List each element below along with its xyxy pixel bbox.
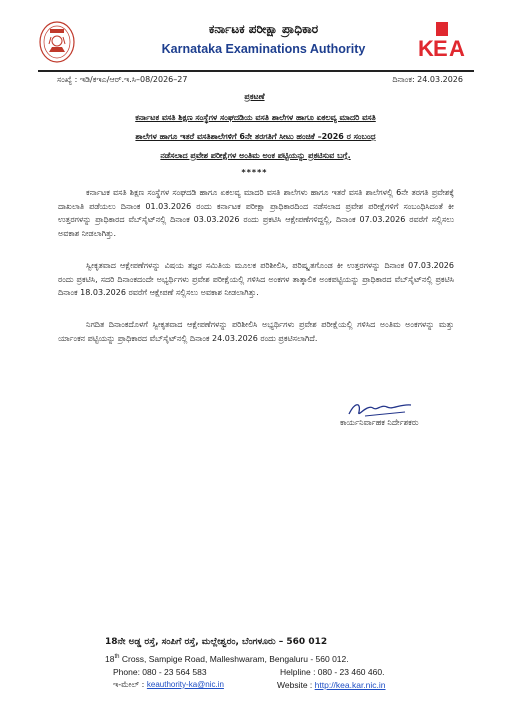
footer-website: Website : http://kea.kar.nic.in	[277, 680, 386, 690]
header-divider	[38, 70, 474, 72]
notice-subject	[58, 108, 453, 165]
footer-address-english: 18th Cross, Sampige Road, Malleshwaram, Bengaluru - 560 012.	[105, 654, 349, 664]
paragraph-3: ನಿಗದಿತ ದಿನಾಂಕದೊಳಗೆ ಸ್ವೀಕೃತವಾದ ಆಕ್ಷೇಪಣೆಗಳನ್ನು ಪರಿಶೀಲಿಸಿ ಅಭ್ಯರ್ಥಿಗಳು ಪ್ರವೇಶ ಪರೀಕ್ಷೆಯಲ್ಲಿ ಗಳಿಸಿದ ಅಂತಿಮ ಅಂಕಗಳನ್ನು ಮತ್ತು ರ್ಯಾಂಕನ ಪಟ್ಟಿಯನ್ನು ಪ್ರಾಧಿಕಾರದ ವೆಬ್‌ಸೈಟ್‌ನಲ್ಲಿ ದಿನಾಂಕ 24.03.2026 ರಂದು ಪ್ರಕಟಿಸಲಾಗಿದೆ.	[58, 320, 454, 343]
paragraph-1: ಕರ್ನಾಟಕ ವಸತಿ ಶಿಕ್ಷಣ ಸಂಸ್ಥೆಗಳ ಸಂಘದಡಿ ಹಾಗೂ ಏಕಲವ್ಯ ಮಾದರಿ ವಸತಿ ಶಾಲೆಗಳು ಹಾಗೂ ಇತರೆ ವಸತಿ ಶಾಲೆಗಳಲ್ಲಿ 6ನೇ ತರಗತಿ ಪ್ರವೇಶಕ್ಕೆ ದಾಖಲಾತಿ ಪಡೆಯಲು ದಿನಾಂಕ 01.03.2026 ರಂದು ಕರ್ನಾಟಕ ಪರೀಕ್ಷಾ ಪ್ರಾಧಿಕಾರದಿಂದ ನಡೆಸಲಾದ ಪ್ರವೇಶ ಪರೀಕ್ಷೆಗಳಿಗೆ ಸಂಬಂಧಿಸಿದಂತೆ ಕೀ ಉತ್ತರಗಳನ್ನು ಪ್ರಾಧಿಕಾರದ ವೆಬ್‌ಸೈಟ್‌ನಲ್ಲಿ ದಿನಾಂಕ 03.03.2026 ರಂದು ಪ್ರಕಟಿಸಿ ಆಕ್ಷೇಪಣೆಗಳಿದ್ದಲ್ಲಿ, ದಿನಾಂಕ 07.03.2026 ರವರೆಗೆ ಸಲ್ಲಿಸಲು ಅವಕಾಶ ನೀಡಲಾಗಿತ್ತು.	[58, 188, 454, 238]
website-link[interactable]: http://kea.kar.nic.in	[314, 680, 386, 690]
footer-address-kannada: 18ನೇ ಅಡ್ಡ ರಸ್ತೆ, ಸಂಪಿಗೆ ರಸ್ತೆ, ಮಲ್ಲೇಶ್ವರಂ, ಬೆಂಗಳೂರು – 560 012	[105, 637, 328, 647]
footer-email: ಇ-ಮೇಲ್ : keauthority-ka@nic.in	[113, 680, 224, 689]
reference-number: ಸಂಖ್ಯೆ : ಇಡಿ/ಕಇಎ/ಆರ್.ಇ.ಸಿ–08/2026–27	[57, 75, 188, 84]
separator-stars: *****	[241, 168, 268, 177]
paragraph-2: ಸ್ವೀಕೃತವಾದ ಆಕ್ಷೇಪಣೆಗಳನ್ನು ವಿಷಯ ತಜ್ಞರ ಸಮಿತಿಯ ಮೂಲಕ ಪರಿಶೀಲಿಸಿ, ಪರಿಷ್ಕೃತಗೊಂಡ ಕೀ ಉತ್ತರಗಳನ್ನು ದಿನಾಂಕ 07.03.2026 ರಂದು ಪ್ರಕಟಿಸಿ, ಸದರಿ ದಿನಾಂಕದಂದೇ ಅಭ್ಯರ್ಥಿಗಳು ಪ್ರವೇಶ ಪರೀಕ್ಷೆಯಲ್ಲಿ ಗಳಿಸಿದ ಅಂಕಗಳ ತಾತ್ಕಾಲಿಕ ಅಂಕಪಟ್ಟಿಯನ್ನು ಪ್ರಾಧಿಕಾರದ ವೆಬ್‌ಸೈಟ್‌ನಲ್ಲಿ ಪ್ರಕಟಿಸಿ ದಿನಾಂಕ 18.03.2026 ರವರೆಗೆ ಆಕ್ಷೇಪಣೆ ಸಲ್ಲಿಸಲು ಅವಕಾಶ ನೀಡಲಾಗಿತ್ತು.	[58, 261, 454, 297]
org-name-kannada: ಕರ್ನಾಟಕ ಪರೀಕ್ಷಾ ಪ್ರಾಧಿಕಾರ	[208, 22, 319, 36]
svg-text:A: A	[449, 36, 465, 60]
signatory-designation: ಕಾರ್ಯನಿರ್ವಾಹಕ ನಿರ್ದೇಶಕರು	[340, 418, 419, 427]
subject-line-1: ಕರ್ನಾಟಕ ವಸತಿ ಶಿಕ್ಷಣ ಸಂಸ್ಥೆಗಳ ಸಂಘದಡಿಯ ವಸತಿ ಶಾಲೆಗಳ ಹಾಗೂ ಏಕಲವ್ಯ ಮಾದರಿ ವಸತಿ	[135, 113, 376, 122]
svg-text:K: K	[418, 36, 434, 60]
signature	[345, 398, 415, 420]
subject-line-2: ಶಾಲೆಗಳ ಹಾಗೂ ಇತರೆ ವಸತಿಶಾಲೆಗಳಿಗೆ 6ನೇ ತರಗತಿಗೆ ಸೀಟು ಹಂಚಿಕೆ –2026 ರ ಸಂಬಂಧ	[135, 132, 376, 141]
subject-line-3: ನಡೆಸಲಾದ ಪ್ರವೇಶ ಪರೀಕ್ಷೆಗಳ ಅಂತಿಮ ಅಂಕ ಪಟ್ಟಿಯನ್ನು ಪ್ರಕಟಿಸುವ ಬಗ್ಗೆ.	[160, 151, 351, 160]
email-link[interactable]: keauthority-ka@nic.in	[146, 680, 224, 689]
footer-phone: Phone: 080 - 23 564 583	[113, 667, 207, 677]
notice-title: ಪ್ರಕಟಣೆ	[244, 92, 265, 101]
org-name-english: Karnataka Examinations Authority	[161, 42, 366, 56]
notice-date: ದಿನಾಂಕ: 24.03.2026	[392, 75, 463, 84]
footer-helpline: Helpline : 080 - 23 460 460.	[280, 667, 385, 677]
kea-logo	[416, 22, 468, 60]
svg-text:E: E	[433, 36, 448, 60]
